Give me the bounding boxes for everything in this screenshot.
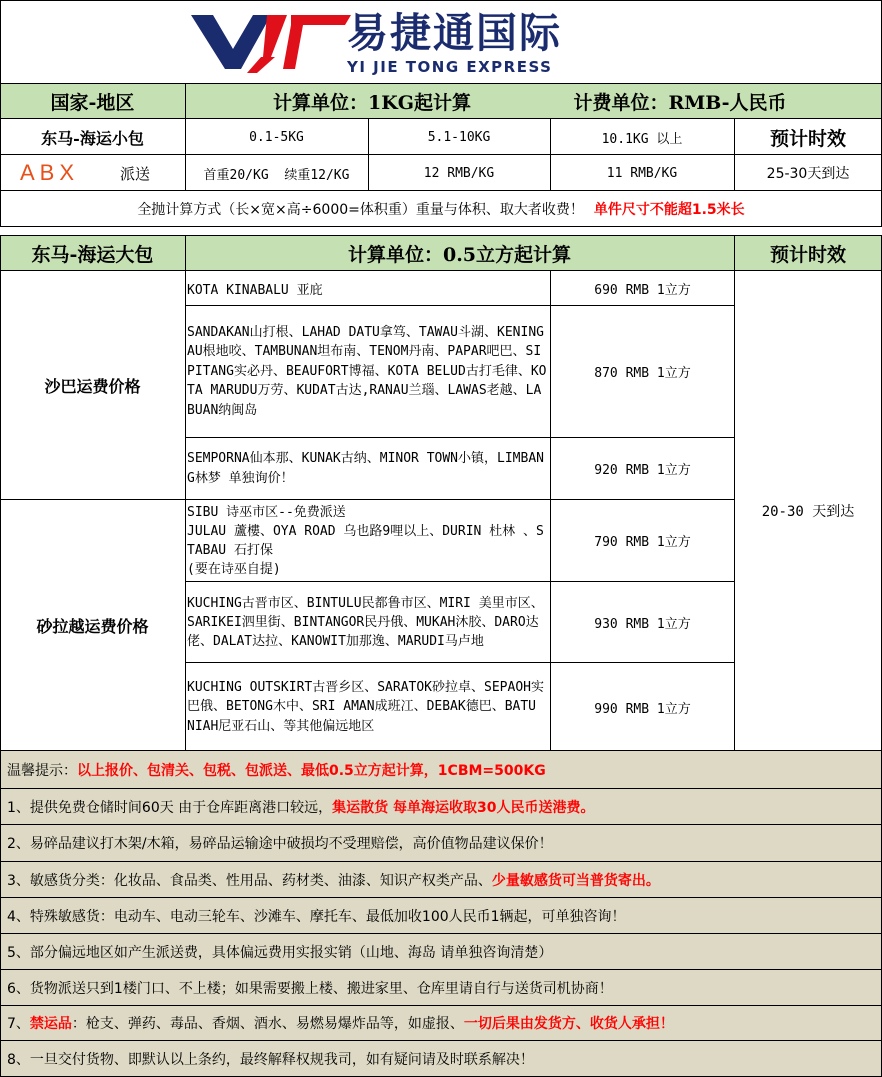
price-tier-2: 12 RMB/KG [423,165,495,181]
small-eta-value: 25-30天到达 [766,166,850,182]
logo-chinese-name: 易捷通国际 [347,9,562,57]
price-sibu: 790 RMB 1立方 [594,535,691,550]
note-1-highlight: 集运散货 每单海运收取30人民币送港费。 [332,799,595,816]
area-semporna: SEMPORNA仙本那、KUNAK古纳、MINOR TOWN小镇，LIMBANG林梦 单独询价！ [187,451,544,486]
tier-3-label: 10.1KG 以上 [601,131,683,147]
sabah-price-label: 沙巴运费价格 [44,376,141,396]
note-6-text: 6、货物派送只到1楼门口、不上楼；如果需要搬上楼、搬进家里、仓库里请自行与送货司机协商！ [7,980,613,997]
fee-unit-label: 计费单位：RMB-人民币 [573,91,787,114]
price-kuching-outskirt: 990 RMB 1立方 [594,701,691,717]
price-sabah-towns: 870 RMB 1立方 [594,366,691,381]
note-4-text: 4、特殊敏感货：电动车、电动三轮车、沙滩车、摩托车、最低加收100人民币1辆起，可单独咨询！ [7,908,626,925]
note-7 [0,1006,882,1041]
area-kuching-outskirt: KUCHING OUTSKIRT古晋乡区、SARATOK砂拉卓、SEPAOH实巴俄、BETONG木中、SRI AMAN成班冮、DEBAK德巴、BATU NIAH尼亚石山、等其他偏远地区 [187,679,544,734]
note-7-highlight: 一切后果由发货方、收货人承担！ [463,1016,674,1032]
volume-note: 全抛计算方式（长×宽×高÷6000=体积重）重量与体积、取大者收费！ [137,201,584,218]
abx-delivery-label: 派送 [120,164,151,183]
note-6 [0,970,882,1006]
price-semporna: 920 RMB 1立方 [594,463,691,478]
small-route-label: 东马-海运小包 [41,128,144,148]
logo-english-name: YI JIE TONG EXPRESS [347,58,553,76]
tier-1-label: 0.1-5KG [249,129,304,145]
note-1 [0,789,882,825]
price-tier-1: 首重20/KG 续重12/KG [203,167,350,183]
area-kota-kinabalu: KOTA KINABALU 亚庇 [187,282,323,298]
price-tier-3: 11 RMB/KG [606,165,678,181]
area-sabah-towns: SANDAKAN山打根、LAHAD DATU拿笃、TAWAU斗湖、KENINGAU根地咬、TAMBUNAN坦布南、TENOM丹南、PAPAR吧巴、SIPITANG实必丹、BEAUFORT博福、KOTA BELUD古打毛律、KOTA MARUDU万劳、KUDAT古达,RANAU兰瑙、LAWAS老越、LABUAN纳闽岛 [187,324,547,418]
price-kota-kinabalu: 690 RMB 1立方 [594,282,691,298]
abx-logo: ABX [20,160,80,185]
note-5 [0,934,882,970]
price-kuching-city: 930 RMB 1立方 [594,616,691,632]
note-3-text: 3、敏感货分类：化妆品、食品类、性用品、药材类、油漆、知识产权类产品、 [7,872,492,889]
volume-note-row [0,191,882,227]
size-limit-note: 单件尺寸不能超1.5米长 [593,201,745,218]
note-2 [0,825,882,862]
note-8 [0,1041,882,1077]
tip-text: 以上报价、包清关、包税、包派送、最低0.5立方起计算，1CBM=500KG [77,762,546,779]
header-banner [0,0,882,83]
sarawak-price-label: 砂拉越运费价格 [36,617,149,636]
note-3 [0,862,882,898]
note-7-prohibited-label: 禁运品 [29,1016,72,1032]
area-sibu: SIBU 诗巫市区--免费派送 JULAU 蘆樓、OYA ROAD 乌也路9哩以上、DURIN 杜林 、STABAU 石打保 (要在诗巫自提) [187,504,544,577]
yjt-logo-icon [191,11,351,77]
large-route-label: 东马-海运大包 [31,243,154,266]
note-7-text: ：枪支、弹药、毒品、香烟、酒水、易燃易爆炸品等，如虚报、 [71,1016,464,1032]
note-1-text: 1、提供免费仓储时间60天 由于仓库距离港口较远， [7,799,333,816]
note-7-prefix: 7、 [7,1016,30,1032]
large-calc-unit-label: 计算单位：0.5立方起计算 [347,243,572,266]
large-eta-value: 20-30 天到达 [761,504,855,520]
calc-unit-label: 计算单位：1KG起计算 [273,91,471,114]
note-3-highlight: 少量敏感货可当普货寄出。 [491,872,660,889]
tip-prefix: 温馨提示： [7,762,77,779]
large-eta-label: 预计时效 [769,243,846,266]
area-kuching-city: KUCHING古晋市区、BINTULU民都鲁市区、MIRI 美里市区、SARIKEI泗里街、BINTANGOR民丹俄、MUKAH沐胶、DARO达佬、DALAT达拉、KANOWIT加那逸、MARUDI马卢地 [187,595,544,649]
note-2-text: 2、易碎品建议打木架/木箱，易碎品运输途中破损均不受理赔偿，高价值物品建议保价！ [7,836,553,852]
note-tip [0,751,882,789]
note-4 [0,898,882,934]
column-region-label: 国家-地区 [50,91,135,114]
note-5-text: 5、部分偏远地区如产生派送费，具体偏远费用实报实销（山地、海岛 请单独咨询清楚） [7,944,553,961]
note-8-text: 8、一旦交付货物、即默认以上条约，最终解释权规我司，如有疑问请及时联系解决！ [7,1051,534,1068]
small-eta-label: 预计时效 [769,127,846,150]
tier-2-label: 5.1-10KG [427,129,491,145]
